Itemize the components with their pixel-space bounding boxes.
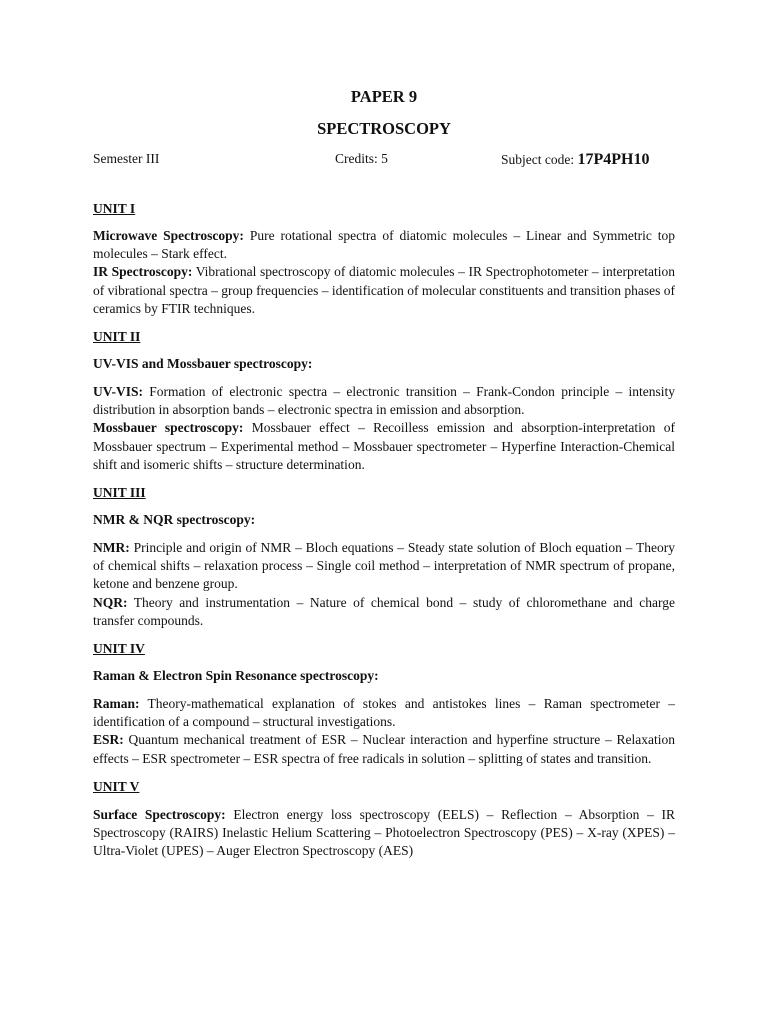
- topic-term: Mossbauer spectroscopy:: [93, 420, 244, 436]
- topic-text: Theory and instrumentation – Nature of chemical bond – study of chloromethane and charge transfer compounds.: [93, 594, 675, 628]
- topic-term: IR Spectroscopy:: [93, 264, 193, 280]
- topic-term: NMR:: [93, 540, 130, 556]
- unit-subheading: Raman & Electron Spin Resonance spectroscopy:: [93, 668, 379, 684]
- unit-paragraph: [93, 383, 675, 419]
- topic-text: Quantum mechanical treatment of ESR – Nuclear interaction and hyperfine structure – Relaxation effects – ESR spectrometer – ESR spectra of free radicals in solution – splitting of states and transition.: [93, 732, 675, 766]
- semester-label: Semester III: [93, 151, 160, 166]
- unit-heading: UNIT I: [93, 201, 136, 216]
- unit-paragraph: [93, 594, 675, 630]
- subject-code-label: Subject code:: [501, 152, 578, 167]
- topic-text: Electron energy loss spectroscopy (EELS) – Reflection – Absorption – IR Spectroscopy (RAIRS) Inelastic Helium Scattering – Photoelectron Spectroscopy (PES) – X-ray (XPES) – Ultra-Violet (UPES) – Auger Electron Spectroscopy (AES): [93, 806, 675, 859]
- topic-term: ESR:: [93, 732, 124, 748]
- paper-title: PAPER 9: [350, 87, 418, 106]
- unit-3: [93, 484, 675, 630]
- unit-paragraph: [93, 419, 675, 474]
- unit-2: [93, 328, 675, 474]
- unit-1: [93, 200, 675, 318]
- unit-paragraph: [93, 806, 675, 861]
- topic-term: Raman:: [93, 696, 140, 712]
- unit-subheading: UV-VIS and Mossbauer spectroscopy:: [93, 356, 313, 372]
- unit-heading: UNIT IV: [93, 641, 145, 657]
- unit-4: [93, 640, 675, 768]
- topic-text: Theory-mathematical explanation of stokes and antistokes lines – Raman spectrometer – identification of a compound – structural investigations.: [93, 696, 675, 730]
- unit-paragraph: [93, 695, 675, 731]
- subject-title: SPECTROSCOPY: [317, 119, 451, 138]
- unit-paragraph: [93, 539, 675, 594]
- topic-text: Formation of electronic spectra – electronic transition – Frank-Condon principle – intensity distribution in absorption bands – electronic spectra in emission and absorption.: [93, 384, 675, 418]
- subject-code-value: 17P4PH10: [577, 151, 650, 168]
- unit-heading: UNIT V: [93, 778, 140, 794]
- credits-label: Credits: 5: [335, 151, 388, 166]
- topic-text: Principle and origin of NMR – Bloch equations – Steady state solution of Bloch equation – Theory of chemical shifts – relaxation process – Single coil method – interpretation of NMR spectrum of propane, ketone and benzene group.: [93, 540, 675, 592]
- unit-5: [93, 778, 675, 861]
- unit-paragraph: [93, 227, 675, 263]
- topic-text: Vibrational spectroscopy of diatomic molecules – IR Spectrophotometer – interpretation of vibrational spectra – group frequencies – identification of molecular constituents and transition phases of ceramics by FTIR techniques.: [93, 264, 676, 316]
- unit-paragraph: [93, 263, 675, 318]
- unit-heading: UNIT II: [93, 329, 141, 345]
- topic-term: NQR:: [93, 594, 128, 610]
- topic-term: Microwave Spectroscopy:: [93, 228, 244, 243]
- topic-term: Surface Spectroscopy:: [93, 806, 226, 822]
- course-meta-row: [93, 148, 675, 170]
- topic-term: UV-VIS:: [93, 384, 143, 400]
- unit-heading: UNIT III: [93, 485, 146, 501]
- unit-subheading: NMR & NQR spectroscopy:: [93, 512, 256, 528]
- topic-text: Pure rotational spectra of diatomic molecules – Linear and Symmetric top molecules – Stark effect.: [93, 228, 675, 262]
- topic-text: Mossbauer effect – Recoilless emission and absorption-interpretation of Mossbauer spectrum – Experimental method – Mossbauer spectrometer – Hyperfine Interaction-Chemical shift and isomeric shifts – structure determination.: [93, 420, 675, 472]
- unit-paragraph: [93, 731, 675, 767]
- subject-code: [501, 151, 649, 169]
